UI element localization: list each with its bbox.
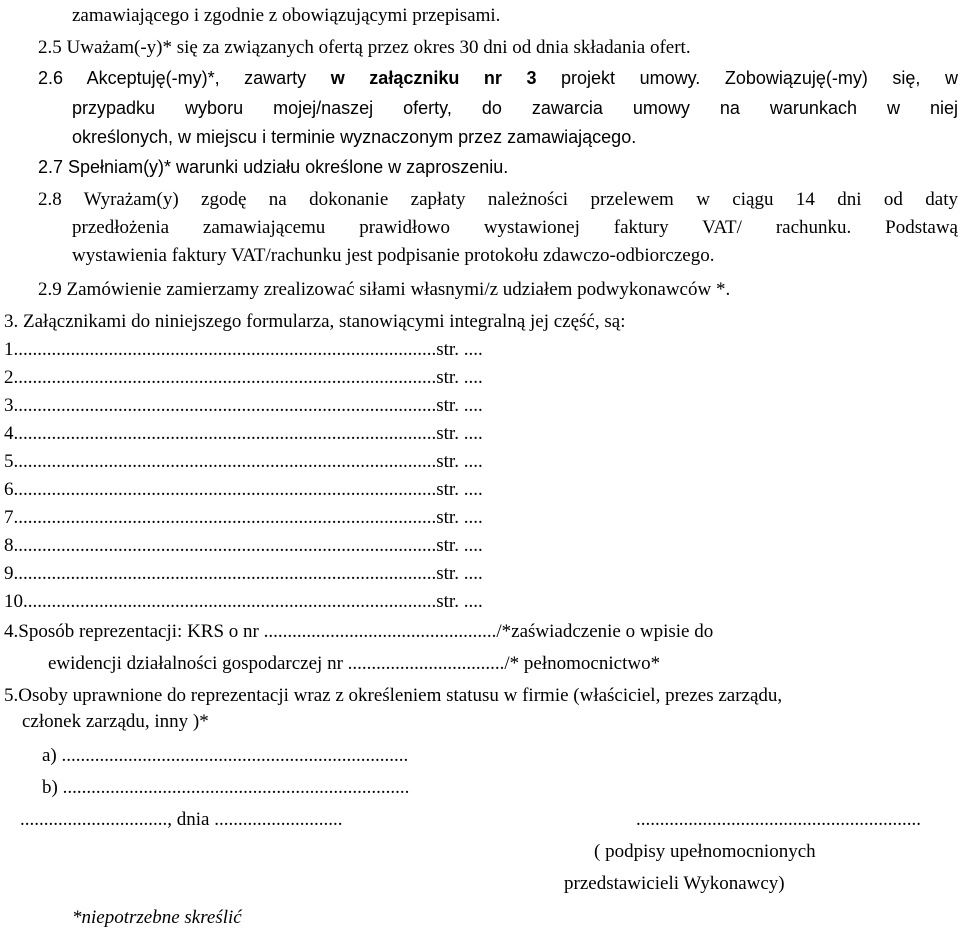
- attachment-line: 9.........................................................................................str. ....: [4, 563, 483, 584]
- clause-2-6-line-3: określonych, w miejscu i terminie wyznaczonym przez zamawiającego.: [72, 127, 637, 147]
- clause-2-9: 2.9 Zamówienie zamierzamy zrealizować siłami własnymi/z udziałem podwykonawców *.: [38, 279, 731, 300]
- section-4-line-2: ewidencji działalności gospodarczej nr ................................./* pełnomocnictwo*: [48, 653, 661, 674]
- section-5-line-2: członek zarządu, inny )*: [22, 711, 209, 732]
- attachment-line: 10.......................................................................................str. ....: [4, 591, 483, 612]
- attachment-line: 3.........................................................................................str. ....: [4, 395, 483, 416]
- clause-2-8-line-2: przedłożenia zamawiającemu prawidłowo wystawionej faktury VAT/ rachunku. Podstawą: [72, 217, 958, 238]
- section-4-line-1: 4.Sposób reprezentacji: KRS o nr ................................................./*zaświadczenie o wpisie do: [4, 621, 714, 642]
- clause-2-6-line-2: przypadku wyboru mojej/naszej oferty, do zawarcia umowy na warunkach w niej: [72, 98, 958, 118]
- place-and-date: ..............................., dnia ...........................: [20, 809, 343, 830]
- signature-caption-2: przedstawicieli Wykonawcy): [564, 873, 785, 894]
- section-3-heading: 3. Załącznikami do niniejszego formularza, stanowiącymi integralną jej część, są:: [4, 311, 626, 332]
- footnote: *niepotrzebne skreślić: [72, 907, 242, 928]
- clause-2-8-line-3: wystawienia faktury VAT/rachunku jest podpisanie protokołu zdawczo-odbiorczego.: [72, 245, 715, 266]
- clause-2-6-bold-reference: w załączniku nr 3: [330, 68, 537, 88]
- attachment-line: 5.........................................................................................str. ....: [4, 451, 483, 472]
- section-5-line-1: 5.Osoby uprawnione do reprezentacji wraz z określeniem statusu w firmie (właściciel, prezes zarządu,: [4, 685, 783, 706]
- clause-2-6-line-1: [38, 66, 958, 90]
- signature-caption-1: ( podpisy upełnomocnionych: [594, 841, 816, 862]
- representative-a: a) .........................................................................: [42, 745, 409, 766]
- attachment-line: 1.........................................................................................str. ....: [4, 339, 483, 360]
- clause-2-5: 2.5 Uważam(-y)* się za związanych ofertą przez okres 30 dni od dnia składania ofert.: [38, 37, 691, 58]
- attachment-line: 2.........................................................................................str. ....: [4, 367, 483, 388]
- paragraph-continuation: zamawiającego i zgodnie z obowiązującymi przepisami.: [72, 5, 501, 26]
- signature-dots: ............................................................: [636, 809, 921, 830]
- clause-2-7: 2.7 Spełniam(y)* warunki udziału określone w zaproszeniu.: [38, 157, 509, 177]
- clause-2-8-line-1: 2.8 Wyrażam(y) zgodę na dokonanie zapłaty należności przelewem w ciągu 14 dni od daty: [38, 189, 958, 210]
- clause-2-6-text-a: 2.6 Akceptuję(-my)*, zawarty: [38, 68, 331, 88]
- attachment-line: 6.........................................................................................str. ....: [4, 479, 483, 500]
- representative-b: b) .........................................................................: [42, 777, 410, 798]
- attachment-line: 8.........................................................................................str. ....: [4, 535, 483, 556]
- clause-2-6-text-c: projekt umowy. Zobowiązuję(-my) się, w: [536, 68, 958, 88]
- attachment-line: 4.........................................................................................str. ....: [4, 423, 483, 444]
- attachment-line: 7.........................................................................................str. ....: [4, 507, 483, 528]
